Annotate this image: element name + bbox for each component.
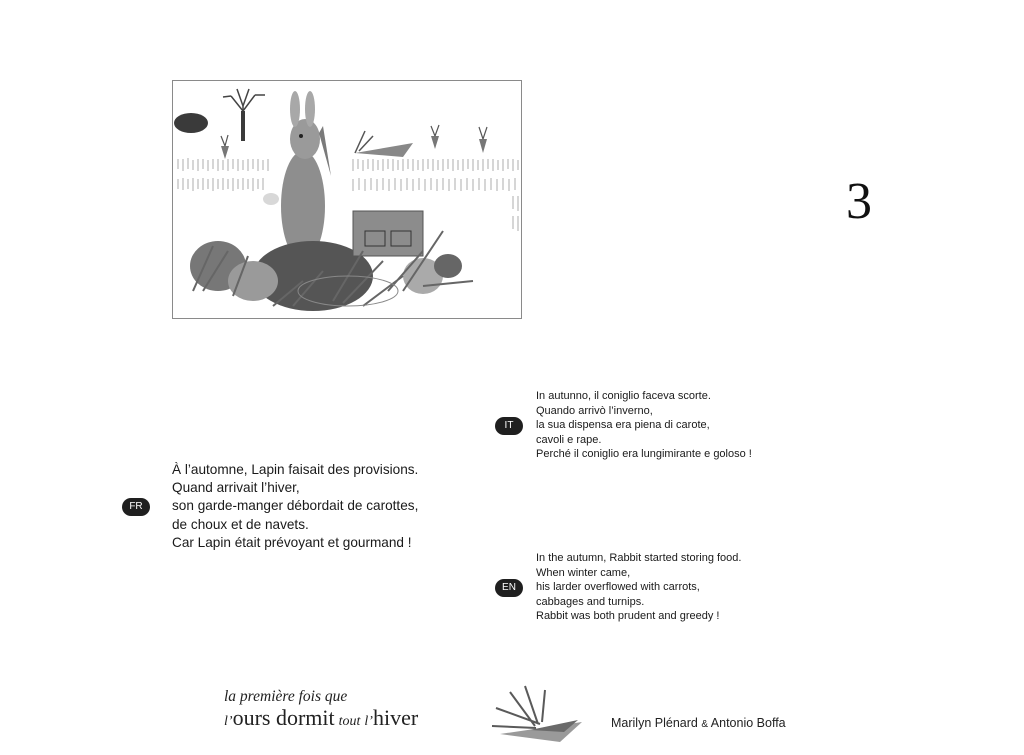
book-title-line1: la première fois que (224, 688, 348, 705)
text-it-line: Quando arrivò l’inverno, (536, 404, 653, 417)
text-fr-line: À l’automne, Lapin faisait des provisions. (172, 462, 419, 477)
lang-badge-fr: FR (122, 498, 150, 516)
text-it-line: In autunno, il coniglio faceva scorte. (536, 390, 711, 402)
text-fr-line: Car Lapin était prévoyant et gourmand ! (172, 534, 412, 550)
lang-badge-en: EN (495, 579, 523, 597)
text-en-line: cabbages and turnips. (536, 595, 645, 608)
lang-badge-it: IT (495, 417, 523, 435)
text-en (536, 551, 741, 624)
book-title-ours: ours dormit (232, 705, 335, 730)
author-1: Marilyn Plénard (611, 716, 698, 730)
book-title (224, 688, 418, 735)
text-en-line: In the autumn, Rabbit started storing food. (536, 552, 742, 564)
text-en-line: Rabbit was both prudent and greedy ! (536, 610, 720, 623)
book-title-hiver: hiver (372, 705, 419, 730)
carrot-icon (490, 684, 590, 749)
text-fr (172, 461, 418, 552)
book-title-l2: l’ (364, 714, 373, 729)
author-2: Antonio Boffa (710, 716, 786, 730)
text-fr-line: Quand arrivait l’hiver, (172, 480, 300, 496)
text-fr-line: son garde-manger débordait de carottes, (172, 498, 419, 514)
text-en-line: When winter came, (536, 566, 631, 579)
text-fr-line: de choux et de navets. (172, 516, 309, 532)
text-it-line: la sua dispensa era piena di carote, (536, 419, 710, 432)
text-it-line: Perché il coniglio era lungimirante e goloso ! (536, 448, 752, 461)
text-en-line: his larder overflowed with carrots, (536, 581, 700, 594)
page-number: 3 (846, 173, 872, 230)
author-ampersand: & (701, 719, 708, 730)
book-title-line2 (224, 705, 418, 735)
illustration-frame (172, 80, 522, 319)
authors (611, 716, 786, 730)
book-title-tout: tout (338, 714, 361, 729)
text-it-line: cavoli e rape. (536, 433, 602, 446)
rabbit-garden-illustration (173, 81, 522, 319)
text-it (536, 389, 752, 462)
book-title-l: l’ (224, 714, 233, 729)
